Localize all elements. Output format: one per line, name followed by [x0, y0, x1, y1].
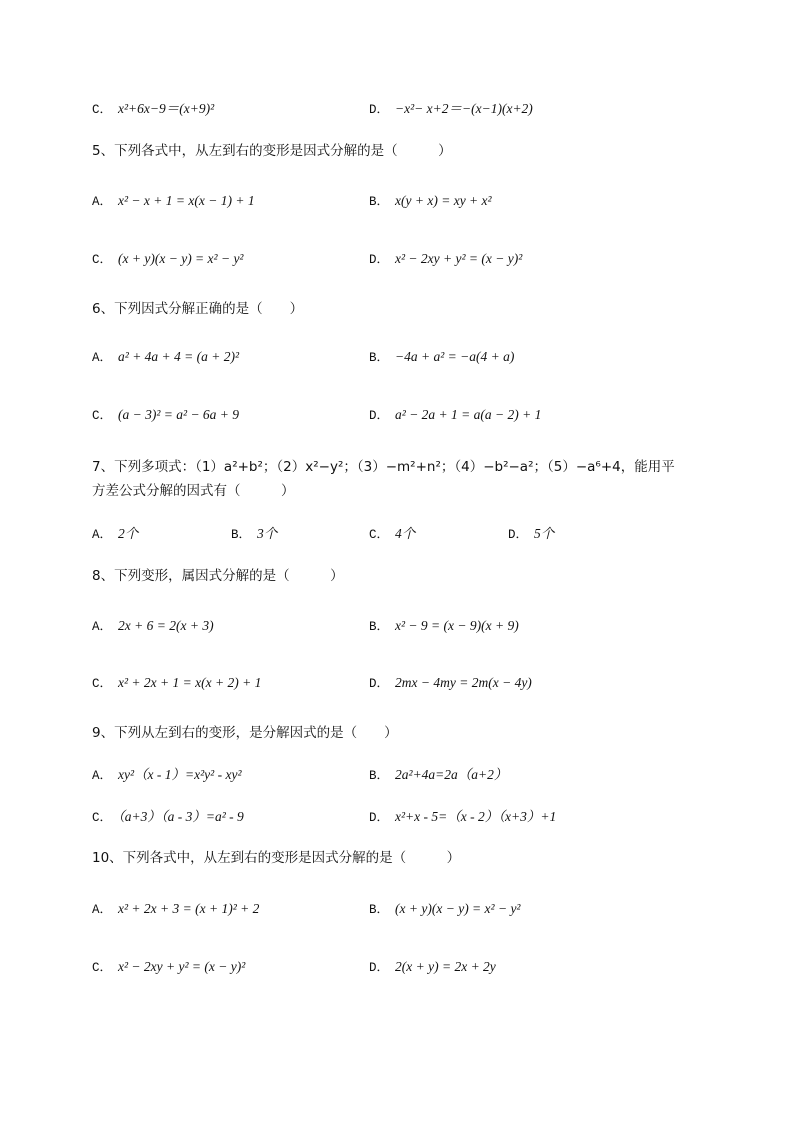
- option-label: A．: [92, 903, 113, 917]
- option-expression: 2个: [118, 526, 139, 541]
- option-label: B．: [231, 528, 252, 542]
- option-expression: x²+6x−9＝(x+9)²: [118, 101, 215, 116]
- option-expression: 5个: [534, 526, 555, 541]
- q8-option-d: [369, 674, 532, 693]
- option-expression: x² − 2xy + y² = (x − y)²: [395, 251, 523, 266]
- option-expression: (x + y)(x − y) = x² − y²: [395, 901, 521, 916]
- option-expression: 2mx − 4my = 2m(x − 4y): [395, 675, 532, 690]
- option-expression: −x²− x+2＝−(x−1)(x+2): [395, 101, 533, 116]
- option-label: D．: [369, 253, 390, 267]
- option-label: A．: [92, 351, 113, 365]
- q5-option-c: [92, 250, 243, 269]
- q7-option-c: [369, 525, 415, 544]
- option-expression: x² − 9 = (x − 9)(x + 9): [395, 618, 519, 633]
- question-8-stem: 8、下列变形，属因式分解的是（ ）: [92, 568, 344, 584]
- option-expression: a² + 4a + 4 = (a + 2)²: [118, 349, 240, 364]
- option-label: C．: [92, 811, 113, 825]
- option-label: A．: [92, 620, 113, 634]
- q10-option-d: [369, 958, 496, 977]
- option-label: B．: [369, 769, 390, 783]
- q6-option-c: [92, 406, 239, 425]
- q4-option-c: [92, 100, 214, 119]
- q9-option-b: [369, 766, 507, 785]
- option-expression: x(y + x) = xy + x²: [395, 193, 492, 208]
- option-label: D．: [508, 528, 529, 542]
- q9-option-d: [369, 808, 556, 827]
- question-7-stem-line2: 方差公式分解的因式有（ ）: [92, 483, 295, 499]
- q5-option-b: [369, 192, 492, 211]
- option-label: C．: [92, 409, 113, 423]
- q8-option-c: [92, 674, 261, 693]
- question-6-stem: 6、下列因式分解正确的是（ ）: [92, 301, 304, 317]
- q8-option-a: [92, 617, 214, 636]
- option-label: C．: [92, 103, 113, 117]
- option-label: B．: [369, 351, 390, 365]
- option-label: A．: [92, 528, 113, 542]
- option-expression: 3个: [257, 526, 278, 541]
- option-label: D．: [369, 811, 390, 825]
- option-expression: x² + 2x + 3 = (x + 1)² + 2: [118, 901, 260, 916]
- q7-option-d: [508, 525, 554, 544]
- q9-option-c: [92, 808, 244, 827]
- q10-option-c: [92, 958, 245, 977]
- question-10-stem: 10、下列各式中，从左到右的变形是因式分解的是（ ）: [92, 850, 461, 866]
- q9-option-a: [92, 766, 242, 785]
- q5-option-a: [92, 192, 255, 211]
- question-9-stem: 9、下列从左到右的变形，是分解因式的是（ ）: [92, 725, 398, 741]
- option-expression: a² − 2a + 1 = a(a − 2) + 1: [395, 407, 542, 422]
- q5-option-d: [369, 250, 522, 269]
- option-label: D．: [369, 103, 390, 117]
- q6-option-d: [369, 406, 541, 425]
- option-label: C．: [369, 528, 390, 542]
- option-label: D．: [369, 677, 390, 691]
- question-7-stem-line1: 7、下列多项式：（1）a²+b²；（2）x²−y²；（3）−m²+n²；（4）−b²−a²；（5）−a⁶+4，能用平: [92, 459, 675, 475]
- option-label: D．: [369, 409, 390, 423]
- option-label: C．: [92, 677, 113, 691]
- q4-option-d: [369, 100, 533, 119]
- option-label: C．: [92, 961, 113, 975]
- option-label: B．: [369, 903, 390, 917]
- option-label: A．: [92, 769, 113, 783]
- option-expression: (x + y)(x − y) = x² − y²: [118, 251, 244, 266]
- option-label: B．: [369, 620, 390, 634]
- option-label: A．: [92, 195, 113, 209]
- option-label: B．: [369, 195, 390, 209]
- q10-option-b: [369, 900, 520, 919]
- option-expression: 2a²+4a=2a（a+2）: [395, 767, 508, 782]
- option-expression: 2x + 6 = 2(x + 3): [118, 618, 214, 633]
- option-expression: x² + 2x + 1 = x(x + 2) + 1: [118, 675, 262, 690]
- option-label: C．: [92, 253, 113, 267]
- option-expression: −4a + a² = −a(4 + a): [395, 349, 515, 364]
- q6-option-b: [369, 348, 514, 367]
- q7-option-b: [231, 525, 277, 544]
- option-expression: xy²（x - 1）=x²y² - xy²: [118, 767, 242, 782]
- option-expression: x² − x + 1 = x(x − 1) + 1: [118, 193, 255, 208]
- question-5-stem: 5、下列各式中，从左到右的变形是因式分解的是（ ）: [92, 143, 452, 159]
- q10-option-a: [92, 900, 259, 919]
- option-expression: x² − 2xy + y² = (x − y)²: [118, 959, 246, 974]
- q6-option-a: [92, 348, 239, 367]
- option-expression: （a+3）（a - 3）=a² - 9: [118, 809, 244, 824]
- option-expression: 2(x + y) = 2x + 2y: [395, 959, 496, 974]
- option-expression: 4个: [395, 526, 416, 541]
- q7-option-a: [92, 525, 138, 544]
- option-expression: x²+x - 5=（x - 2）（x+3）+1: [395, 809, 557, 824]
- q8-option-b: [369, 617, 519, 636]
- option-expression: (a − 3)² = a² − 6a + 9: [118, 407, 240, 422]
- option-label: D．: [369, 961, 390, 975]
